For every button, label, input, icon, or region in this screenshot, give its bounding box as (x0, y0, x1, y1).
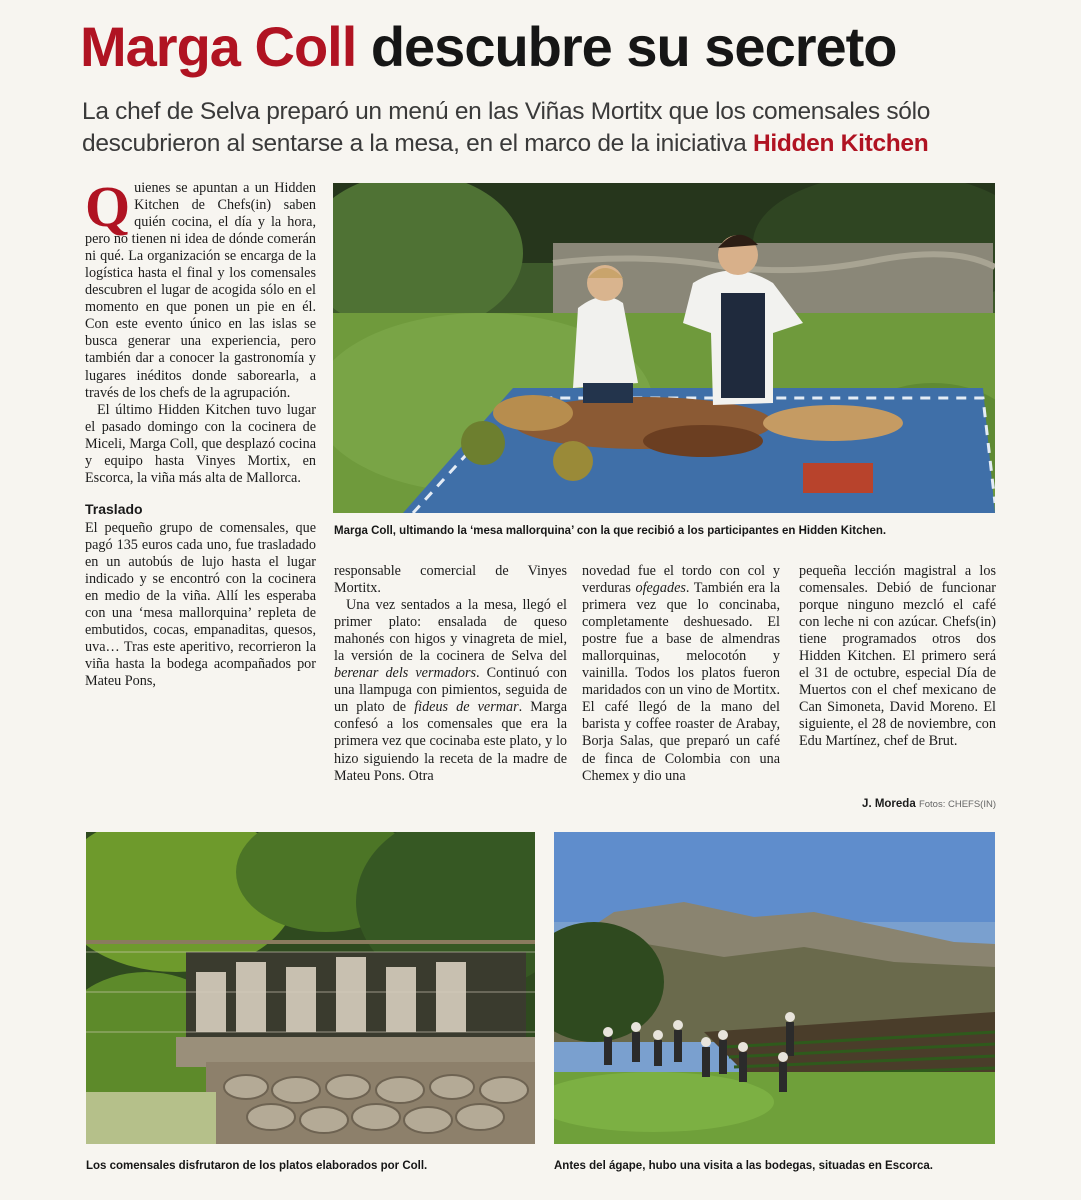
paragraph-text: . También era la primera vez que lo concinaba, completamente deshuesado. El postre fue a base de almendras mallorquinas, melocotón y vainilla. Todos los platos fueron maridados con un vino de Mortitx. El café llegó de la mano del barista y coffee roaster de Arabay, Borja Salas, que preparó un café de finca de Colombia con una Chemex y dio una (582, 580, 780, 784)
photo-credit: Fotos: CHEFS(IN) (918, 799, 996, 810)
paragraph-text: novedad fue el tordo con col y verduras (582, 563, 780, 597)
headline-name: Marga Coll (80, 15, 357, 78)
paragraph (334, 597, 567, 785)
photo-diners-terrace (86, 832, 535, 1144)
paragraph: El pequeño grupo de comensales, que pagó 135 euros cada uno, fue trasladado en un autobús de lujo hasta el lugar indicado y se encontró con la cocinera en medio de la viña. Allí les esperaba con una ‘mesa mallorquina’ repleta de embutidos, cocas, empanaditas, quesos, uva… Tras este aperitivo, recorrieron la viña hasta la bodega acompañados por Mateu Pons, (85, 519, 316, 690)
bottom-right-caption: Antes del ágape, hubo una visita a las bodegas, situadas en Escorca. (554, 1160, 933, 1172)
main-photo-chefs-table (333, 183, 995, 513)
article-column-3 (582, 563, 780, 785)
author-name: J. Moreda (862, 798, 916, 810)
paragraph-text: . Continuó con una llampuga con pimientos, seguida de un plato de (334, 665, 567, 716)
paragraph-text: Una vez sentados a la mesa, llegó el primer plato: ensalada de queso mahonés con higos y vinagreta de miel, la versión de la cocinera de Selva del (334, 597, 567, 665)
paragraph-text: . Marga confesó a los comensales que era la primera vez que cocinaba este plato, y lo hizo siguiendo la receta de la madre de Mateu Pons. Otra (334, 699, 568, 784)
paragraph: El último Hidden Kitchen tuvo lugar el pasado domingo con la cocinera de Miceli, Marga Coll, que desplazó cocina y equipo hasta Vinyes Mortix, en Escorca, la viña más alta de Mallorca. (85, 401, 316, 486)
paragraph: pequeña lección magistral a los comensales. Debió de funcionar porque ninguno mezcló el café con leche ni con azúcar. Chefs(in) tiene programados otros dos Hidden Kitchen. El primero será el 31 de octubre, especial Día de Muertos con el chef mexicano de Can Simoneta, David Moreno. El siguiente, el 28 de noviembre, con Edu Martínez, chef de Brut. (799, 563, 996, 750)
paragraph: responsable comercial de Vinyes Mortitx. (334, 563, 567, 597)
photo-vineyard-visit (554, 832, 995, 1144)
subhead-highlight: Hidden Kitchen (752, 130, 929, 157)
italic-term: fideus de vermar (414, 699, 519, 716)
headline (80, 14, 1010, 80)
paragraph (582, 563, 780, 785)
subhead-text: La chef de Selva preparó un menú en las Viñas Mortitx que los comensales sólo descubrieron al sentarse a la mesa, en el marco de la iniciativa (82, 98, 931, 157)
italic-term: ofegades (635, 580, 686, 597)
article-column-1 (85, 174, 316, 690)
drop-cap: Q (85, 174, 131, 239)
headline-rest: descubre su secreto (370, 15, 897, 78)
paragraph (85, 174, 316, 402)
article-column-2 (334, 563, 567, 785)
article-column-4 (799, 563, 996, 751)
section-subheading: Traslado (85, 500, 143, 517)
italic-term: berenar dels vermadors (334, 665, 477, 682)
byline (799, 798, 996, 810)
main-photo-caption: Marga Coll, ultimando la ‘mesa mallorquina’ con la que recibió a los participantes en Hidden Kitchen. (334, 525, 887, 537)
bottom-left-caption: Los comensales disfrutaron de los platos elaborados por Coll. (86, 1160, 428, 1172)
subheadline (82, 96, 1002, 160)
paragraph-text: uienes se apuntan a un Hidden Kitchen de Chefs(in) saben quién cocina, el día y la hora, pero no tienen ni idea de dónde comerán ni qué. La organización se encarga de la logística hasta el final y los comensales descubren el lugar de acogida sólo en el momento en que ponen un pie en él. Con este evento único en las islas se busca generar una experiencia, pero también dar a conocer la gastronomía y lugares inéditos donde saborearla, a través de los chefs de la agrupación. (85, 180, 316, 401)
